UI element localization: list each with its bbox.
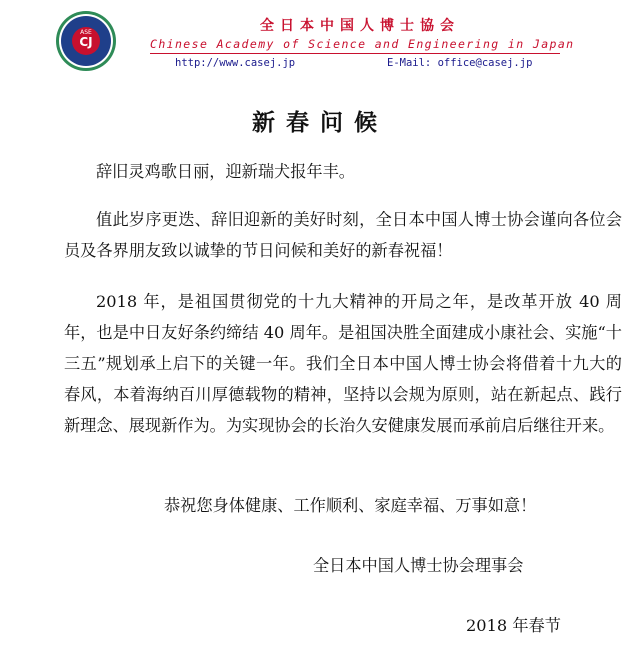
signature: 全日本中国人博士协会理事会 [313, 556, 524, 575]
website-link[interactable]: http://www.casej.jp [175, 57, 296, 69]
org-name-en: Chinese Academy of Science and Engineering in Japan [150, 37, 575, 51]
paragraph-couplet: 辞旧灵鸡歌日丽，迎新瑞犬报年丰。 [96, 162, 355, 181]
org-name-cn: 全日本中国人博士協会 [260, 18, 460, 34]
letter-date: 2018 年春节 [466, 616, 561, 635]
header-divider [150, 53, 560, 54]
svg-text:CJ: CJ [79, 35, 93, 49]
paragraph-body: 2018 年，是祖国贯彻党的十九大精神的开局之年，是改革开放 40 周年，也是中日友好条约缔结 40 周年。是祖国决胜全面建成小康社会、实施“十三五”规划承上启下的关键一年。我们全日本中国人博士协会将借着十九大的春风，本着海纳百川厚德载物的精神，坚持以会规为原则，站在新起点、践行新理念、展现新作为。为实现协会的长治久安健康发展而承前启后继往开来。 [64, 292, 622, 435]
letterhead [0, 0, 640, 90]
casej-logo [55, 10, 117, 72]
svg-text:ASE: ASE [80, 29, 92, 36]
email-link[interactable]: E-Mail: office@casej.jp [387, 57, 533, 69]
paragraph-greeting: 值此岁序更迭、辞旧迎新的美好时刻，全日本中国人博士协会谨向各位会员及各界朋友致以诚挚的节日问候和美好的新春祝福！ [64, 210, 622, 260]
closing-wish: 恭祝您身体健康、工作顺利、家庭幸福、万事如意！ [164, 496, 537, 515]
letter-title: 新春问候 [252, 109, 388, 136]
